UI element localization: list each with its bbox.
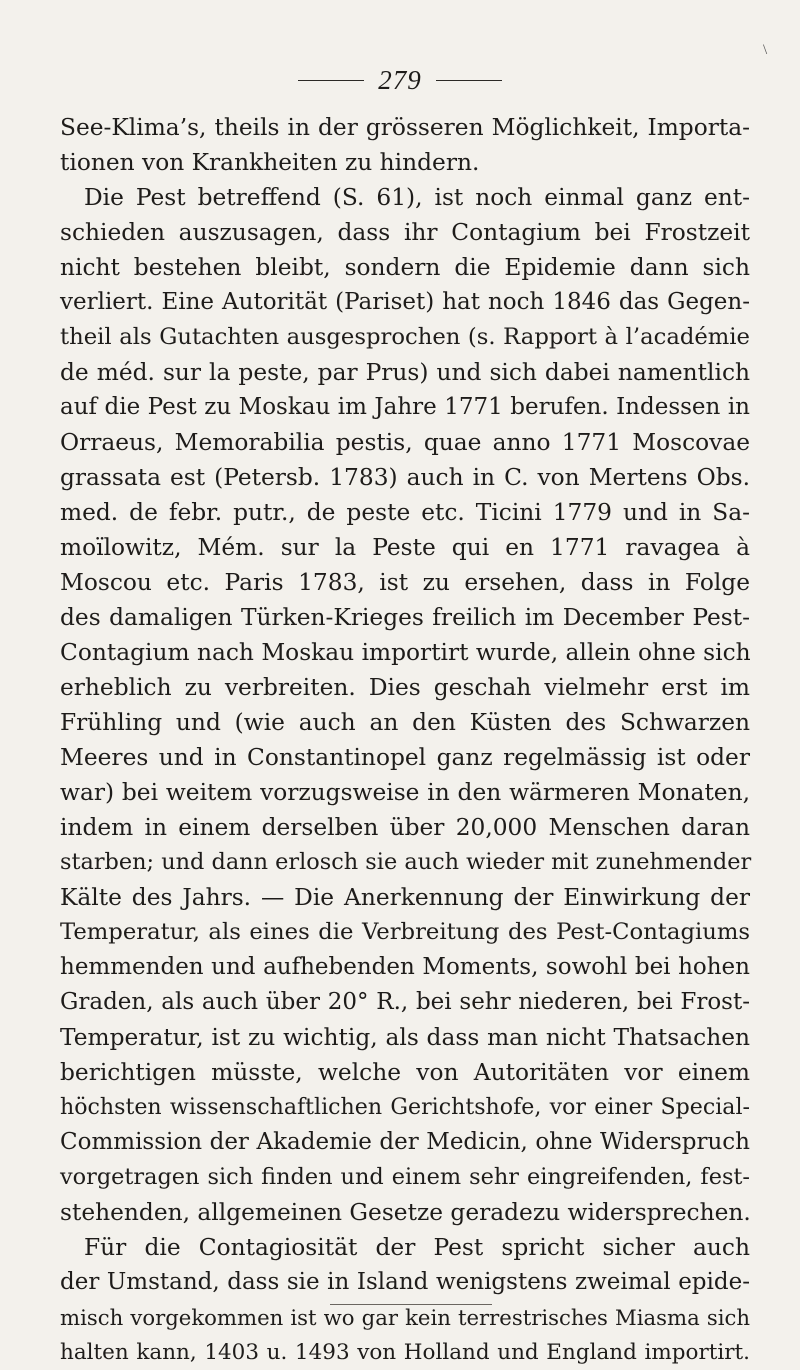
text-line: tionen von Krankheiten zu hindern. bbox=[60, 149, 480, 176]
text-line: med. de febr. putr., de peste etc. Ticini 1779 und in Sa- bbox=[60, 499, 750, 526]
text-line: Temperatur, ist zu wichtig, als dass man nicht Thatsachen bbox=[60, 1024, 750, 1051]
page-number: 279 bbox=[378, 64, 422, 95]
text-line: starben; und dann erlosch sie auch wieder mit zunehmender bbox=[60, 849, 752, 875]
header-rule-right bbox=[436, 80, 502, 81]
text-line: nicht bestehen bleibt, sondern die Epidemie dann sich bbox=[60, 254, 750, 281]
text-line: Moscou etc. Paris 1783, ist zu ersehen, dass in Folge bbox=[60, 569, 750, 596]
text-line: de méd. sur la peste, par Prus) und sich dabei namentlich bbox=[60, 359, 750, 386]
text-line: Die Pest betreffend (S. 61), ist noch einmal ganz ent- bbox=[84, 184, 750, 211]
text-line: See-Klima’s, theils in der grösseren Möglichkeit, Importa- bbox=[60, 114, 750, 141]
text-line: auf die Pest zu Moskau im Jahre 1771 berufen. Indessen in bbox=[60, 394, 750, 420]
text-line: Meeres und in Constantinopel ganz regelmässig ist oder bbox=[60, 744, 750, 771]
text-line: erheblich zu verbreiten. Dies geschah vielmehr erst im bbox=[60, 674, 750, 701]
text-line: grassata est (Petersb. 1783) auch in C. von Mertens Obs. bbox=[60, 464, 750, 491]
text-line: Temperatur, als eines die Verbreitung des Pest-Contagiums bbox=[60, 919, 750, 945]
text-line: war) bei weitem vorzugsweise in den wärmeren Monaten, bbox=[60, 779, 750, 806]
text-line: verliert. Eine Autorität (Pariset) hat noch 1846 das Gegen- bbox=[60, 289, 750, 315]
text-line: der Umstand, dass sie in Island wenigstens zweimal epide- bbox=[60, 1269, 750, 1295]
text-line: halten kann, 1403 u. 1493 von Holland und England importirt. bbox=[60, 1340, 750, 1365]
text-line: Orraeus, Memorabilia pestis, quae anno 1771 Moscovae bbox=[60, 429, 750, 456]
text-line: stehenden, allgemeinen Gesetze geradezu widersprechen. bbox=[60, 1199, 751, 1226]
text-line: indem in einem derselben über 20,000 Menschen daran bbox=[60, 814, 750, 841]
corner-mark: \ bbox=[763, 42, 768, 58]
text-line: moïlowitz, Mém. sur la Peste qui en 1771 ravagea à bbox=[60, 534, 750, 561]
text-line: theil als Gutachten ausgesprochen (s. Rapport à l’académie bbox=[60, 324, 750, 350]
text-line: Graden, als auch über 20° R., bei sehr niederen, bei Frost- bbox=[60, 989, 750, 1015]
footer-rule bbox=[330, 1304, 492, 1305]
text-line: Commission der Akademie der Medicin, ohne Widerspruch bbox=[60, 1129, 750, 1155]
text-line: höchsten wissenschaftlichen Gerichtshofe, vor einer Special- bbox=[60, 1094, 750, 1120]
text-line: hemmenden und aufhebenden Moments, sowohl bei hohen bbox=[60, 954, 750, 980]
page-header bbox=[0, 62, 800, 98]
text-line: Frühling und (wie auch an den Küsten des Schwarzen bbox=[60, 709, 750, 736]
body-text bbox=[60, 110, 750, 1370]
text-line: Contagium nach Moskau importirt wurde, allein ohne sich bbox=[60, 639, 751, 666]
text-line: des damaligen Türken-Krieges freilich im December Pest- bbox=[60, 604, 750, 631]
text-line: schieden auszusagen, dass ihr Contagium bei Frostzeit bbox=[60, 219, 750, 246]
header-rule-left bbox=[298, 80, 364, 81]
text-line: Kälte des Jahrs. — Die Anerkennung der Einwirkung der bbox=[60, 884, 750, 911]
text-line: berichtigen müsste, welche von Autoritäten vor einem bbox=[60, 1059, 750, 1086]
text-line: vorgetragen sich finden und einem sehr eingreifenden, fest- bbox=[60, 1164, 750, 1190]
text-line: Für die Contagiosität der Pest spricht sicher auch bbox=[84, 1234, 750, 1261]
text-line: misch vorgekommen ist wo gar kein terrestrisches Miasma sich bbox=[60, 1305, 750, 1330]
